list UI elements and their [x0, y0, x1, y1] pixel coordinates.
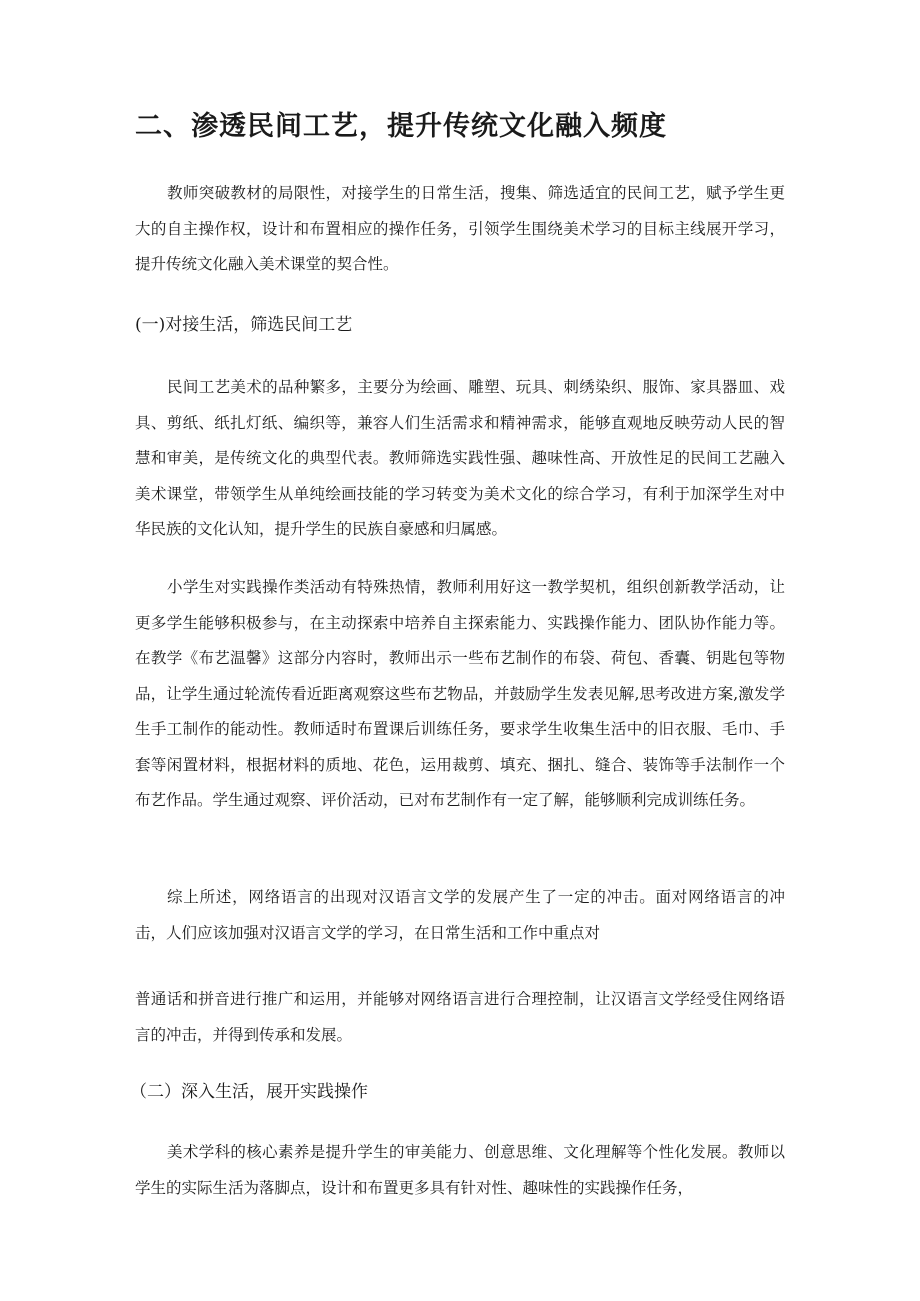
section-title: 二、渗透民间工艺，提升传统文化融入频度 [135, 111, 667, 142]
conclusion-paragraph-part1: 综上所述，网络语言的出现对汉语言文学的发展产生了一定的冲击。面对网络语言的冲击，人们应该加强对汉语言文学的学习，在日常生活和工作中重点对 [135, 888, 785, 942]
subsection-heading-1: (一)对接生活，筛选民间工艺 [135, 315, 353, 335]
conclusion-paragraph-part2: 普通话和拼音进行推广和运用，并能够对网络语言进行合理控制，让汉语言文学经受住网络语言的冲击，并得到传承和发展。 [135, 990, 785, 1044]
fabric-art-paragraph: 小学生对实践操作类活动有特殊热情，教师利用好这一教学契机，组织创新教学活动，让更多学生能够积极参与，在主动探索中培养自主探索能力、实践操作能力、团队协作能力等。在教学《布艺温馨》这部分内容时，教师出示一些布艺制作的布袋、荷包、香囊、钥匙包等物品，让学生通过轮流传看近距离观察这些布艺物品，并鼓励学生发表见解,思考改进方案,激发学生手工制作的能动性。教师适时布置课后训练任务，要求学生收集生活中的旧衣服、毛巾、手套等闲置材料，根据材料的质地、花色，运用裁剪、填充、捆扎、缝合、装饰等手法制作一个布艺作品。学生通过观察、评价活动，已对布艺制作有一定了解，能够顺利完成训练任务。 [135, 578, 785, 809]
intro-paragraph: 教师突破教材的局限性，对接学生的日常生活，搜集、筛选适宜的民间工艺，赋予学生更大的自主操作权，设计和布置相应的操作任务，引领学生围绕美术学习的目标主线展开学习，提升传统文化融入美术课堂的契合性。 [135, 184, 785, 273]
folk-craft-paragraph: 民间工艺美术的品种繁多，主要分为绘画、雕塑、玩具、刺绣染织、服饰、家具器皿、戏具、剪纸、纸扎灯纸、编织等，兼容人们生活需求和精神需求，能够直观地反映劳动人民的智慧和审美，是传统文化的典型代表。教师筛选实践性强、趣味性高、开放性足的民间工艺融入美术课堂，带领学生从单纯绘画技能的学习转变为美术文化的综合学习，有利于加深学生对中华民族的文化认知，提升学生的民族自豪感和归属感。 [135, 378, 785, 538]
core-literacy-paragraph: 美术学科的核心素养是提升学生的审美能力、创意思维、文化理解等个性化发展。教师以学生的实际生活为落脚点，设计和布置更多具有针对性、趣味性的实践操作任务， [135, 1143, 785, 1197]
subsection-heading-2: （二）深入生活，展开实践操作 [130, 1082, 368, 1102]
